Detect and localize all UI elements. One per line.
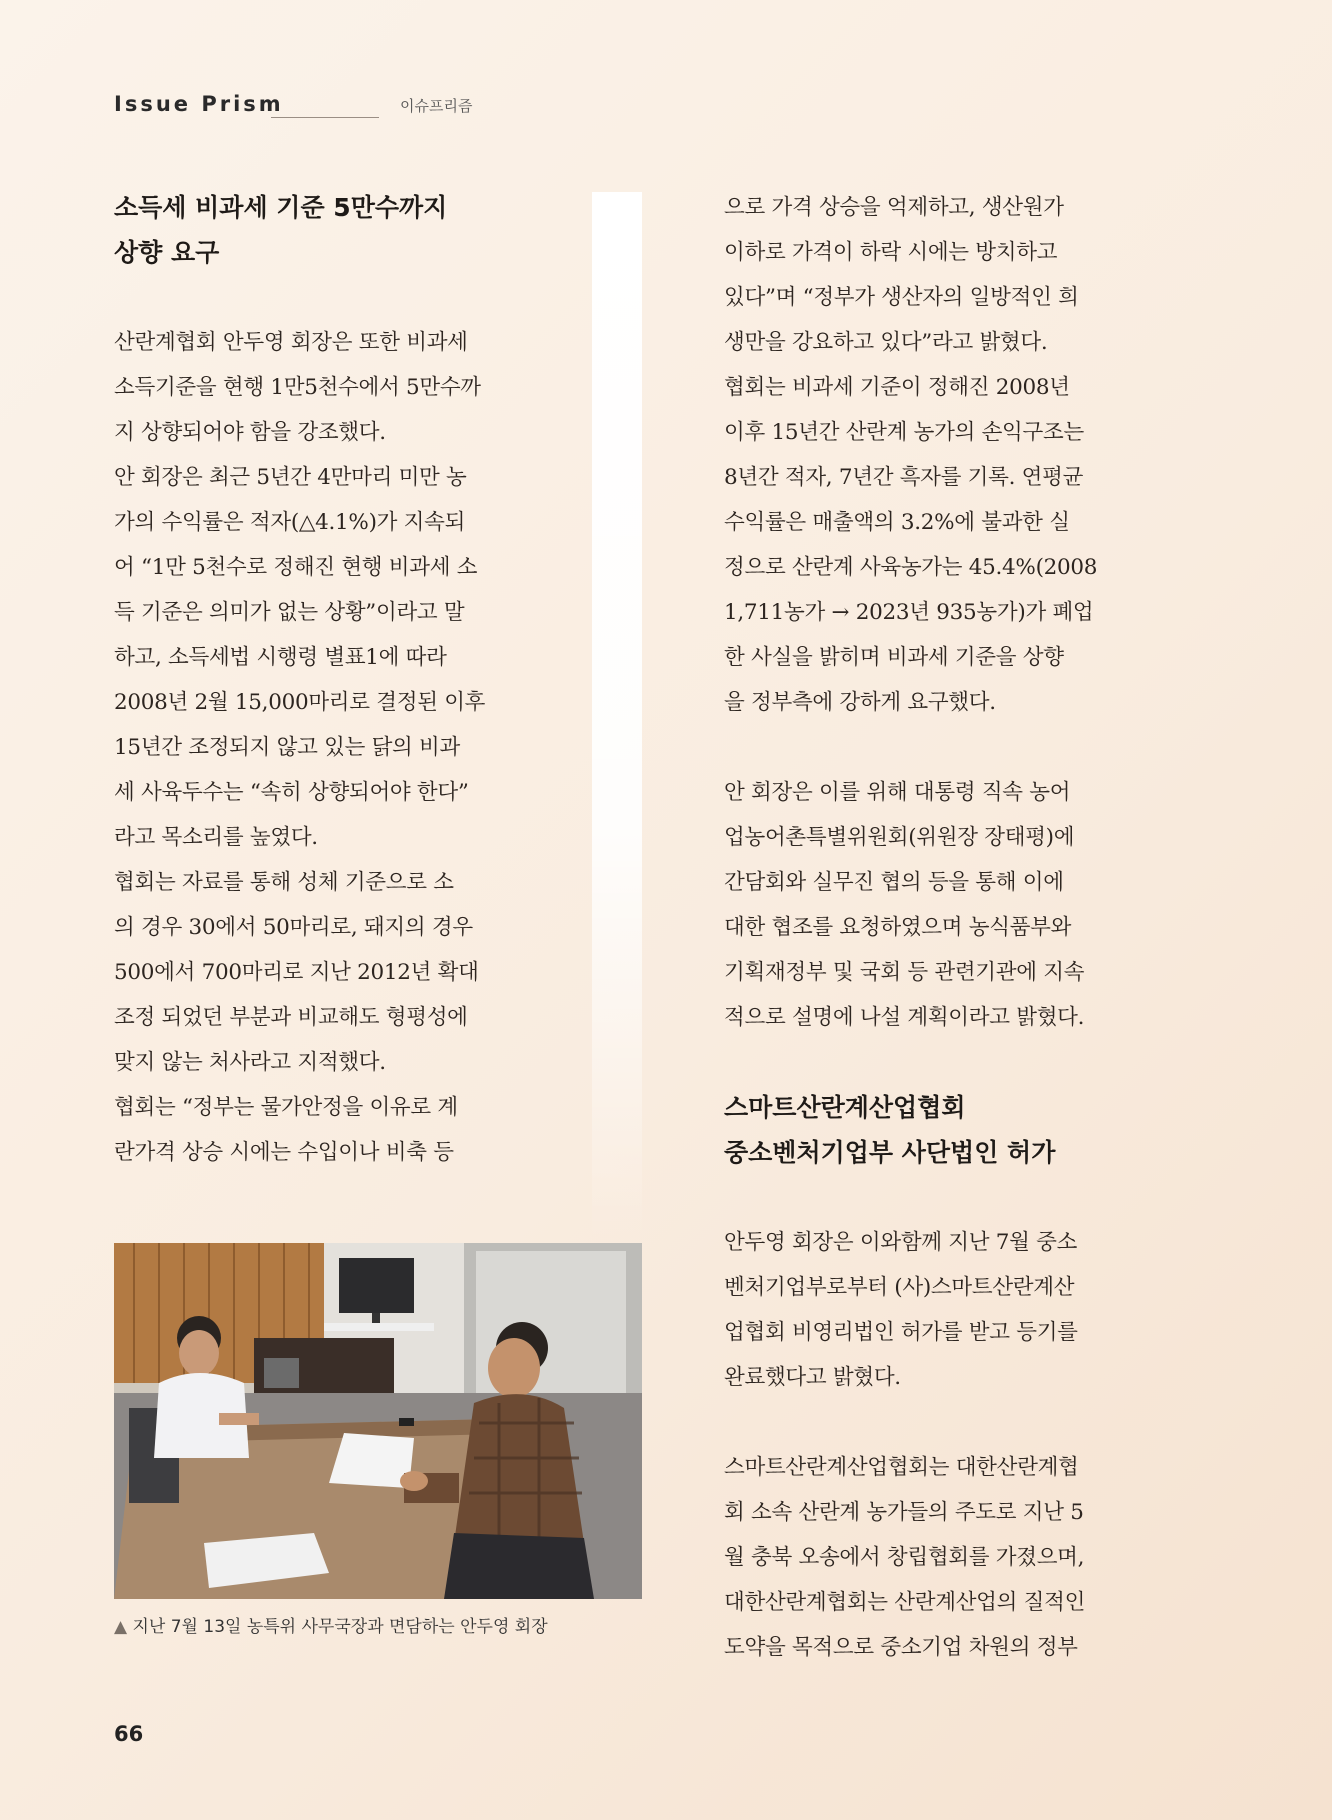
- heading-line: 소득세 비과세 기준 5만수까지: [114, 193, 448, 222]
- magazine-section-brand: Issue Prism: [114, 92, 284, 116]
- right-column: [724, 185, 1122, 1670]
- text-line: 라고 목소리를 높였다.: [114, 825, 318, 850]
- caption-triangle-icon: ▲: [114, 1617, 128, 1637]
- paragraph: [114, 1085, 512, 1175]
- paragraph: [114, 860, 512, 1085]
- text-line: 조정 되었던 부분과 비교해도 형평성에: [114, 1005, 468, 1030]
- paragraph: [724, 1220, 1122, 1400]
- text-line: 소득기준을 현행 1만5천수에서 5만수까: [114, 375, 481, 400]
- text-line: 지 상향되어야 함을 강조했다.: [114, 420, 386, 445]
- right-block-3: [724, 1220, 1122, 1400]
- paragraph: [724, 770, 1122, 1040]
- text-line: 스마트산란계산업협회는 대한산란계협: [724, 1455, 1079, 1480]
- text-line: 수익률은 매출액의 3.2%에 불과한 실: [724, 510, 1070, 535]
- right-block-2: [724, 770, 1122, 1040]
- section-label: 이슈프리즘: [400, 97, 473, 115]
- text-line: 정으로 산란계 사육농가는 45.4%(2008: [724, 555, 1098, 580]
- text-line: 안 회장은 이를 위해 대통령 직속 농어: [724, 780, 1071, 805]
- text-line: 2008년 2월 15,000마리로 결정된 이후: [114, 690, 486, 715]
- right-block-1: [724, 185, 1122, 725]
- heading-line: 중소벤처기업부 사단법인 허가: [724, 1138, 1056, 1167]
- right-heading: [724, 1085, 1122, 1175]
- text-line: 맞지 않는 처사라고 지적했다.: [114, 1050, 386, 1075]
- spacer: [724, 1175, 1122, 1220]
- caption-text: 지난 7월 13일 농특위 사무국장과 면담하는 안두영 회장: [132, 1617, 548, 1637]
- text-line: 적으로 설명에 나설 계획이라고 밝혔다.: [724, 1005, 1085, 1030]
- text-line: 안두영 회장은 이와함께 지난 7월 중소: [724, 1230, 1078, 1255]
- paragraph: [724, 1445, 1122, 1670]
- text-line: 산란계협회 안두영 회장은 또한 비과세: [114, 330, 468, 355]
- text-line: 으로 가격 상승을 억제하고, 생산원가: [724, 195, 1064, 220]
- paragraph: [724, 185, 1122, 365]
- text-line: 대한 협조를 요청하였으며 농식품부와: [724, 915, 1072, 940]
- text-line: 가의 수익률은 적자(△4.1%)가 지속되: [114, 510, 466, 535]
- text-line: 있다”며 “정부가 생산자의 일방적인 희: [724, 285, 1079, 310]
- text-line: 협회는 자료를 통해 성체 기준으로 소: [114, 870, 454, 895]
- spacer: [724, 1040, 1122, 1085]
- text-line: 안 회장은 최근 5년간 4만마리 미만 농: [114, 465, 467, 490]
- text-line: 업농어촌특별위원회(위원장 장태평)에: [724, 825, 1075, 850]
- text-line: 8년간 적자, 7년간 흑자를 기록. 연평균: [724, 465, 1084, 490]
- text-line: 생만을 강요하고 있다”라고 밝혔다.: [724, 330, 1048, 355]
- page-number: 66: [114, 1722, 144, 1746]
- text-line: 이후 15년간 산란계 농가의 손익구조는: [724, 420, 1084, 445]
- spacer: [724, 1400, 1122, 1445]
- text-line: 완료했다고 밝혔다.: [724, 1365, 901, 1390]
- text-line: 란가격 상승 시에는 수입이나 비축 등: [114, 1140, 454, 1165]
- text-line: 득 기준은 의미가 없는 상황”이라고 말: [114, 600, 465, 625]
- header-rule: [271, 117, 379, 118]
- text-line: 이하로 가격이 하락 시에는 방치하고: [724, 240, 1058, 265]
- text-line: 한 사실을 밝히며 비과세 기준을 상향: [724, 645, 1064, 670]
- text-line: 협회는 “정부는 물가안정을 이유로 계: [114, 1095, 458, 1120]
- meeting-photo: [114, 1243, 642, 1599]
- decorative-white-bar: [592, 192, 642, 1242]
- text-line: 세 사육두수는 “속히 상향되어야 한다”: [114, 780, 469, 805]
- paragraph: [114, 455, 512, 860]
- left-column: [114, 185, 512, 1175]
- meeting-photo-illustration: [114, 1243, 642, 1599]
- text-line: 어 “1만 5천수로 정해진 현행 비과세 소: [114, 555, 478, 580]
- text-line: 하고, 소득세법 시행령 별표1에 따라: [114, 645, 447, 670]
- text-line: 월 충북 오송에서 창립협회를 가졌으며,: [724, 1545, 1085, 1570]
- left-paragraphs: [114, 320, 512, 1175]
- spacer: [724, 725, 1122, 770]
- text-line: 기획재정부 및 국회 등 관련기관에 지속: [724, 960, 1085, 985]
- photo-caption: [114, 1612, 548, 1637]
- text-line: 을 정부측에 강하게 요구했다.: [724, 690, 996, 715]
- text-line: 간담회와 실무진 협의 등을 통해 이에: [724, 870, 1064, 895]
- heading-line: 스마트산란계산업협회: [724, 1093, 966, 1122]
- paragraph: [114, 320, 512, 455]
- text-line: 의 경우 30에서 50마리로, 돼지의 경우: [114, 915, 473, 940]
- text-line: 15년간 조정되지 않고 있는 닭의 비과: [114, 735, 460, 760]
- text-line: 업협회 비영리법인 허가를 받고 등기를: [724, 1320, 1078, 1345]
- text-line: 도약을 목적으로 중소기업 차원의 정부: [724, 1635, 1078, 1660]
- paragraph: [724, 365, 1122, 725]
- text-line: 500에서 700마리로 지난 2012년 확대: [114, 960, 479, 985]
- text-line: 벤처기업부로부터 (사)스마트산란계산: [724, 1275, 1075, 1300]
- heading-line: 상향 요구: [114, 238, 220, 267]
- right-block-4: [724, 1445, 1122, 1670]
- text-line: 1,711농가 → 2023년 935농가)가 폐업: [724, 600, 1094, 625]
- left-heading: [114, 185, 512, 275]
- text-line: 대한산란계협회는 산란계산업의 질적인: [724, 1590, 1086, 1615]
- spacer: [114, 275, 512, 320]
- text-line: 협회는 비과세 기준이 정해진 2008년: [724, 375, 1070, 400]
- text-line: 회 소속 산란계 농가들의 주도로 지난 5: [724, 1500, 1084, 1525]
